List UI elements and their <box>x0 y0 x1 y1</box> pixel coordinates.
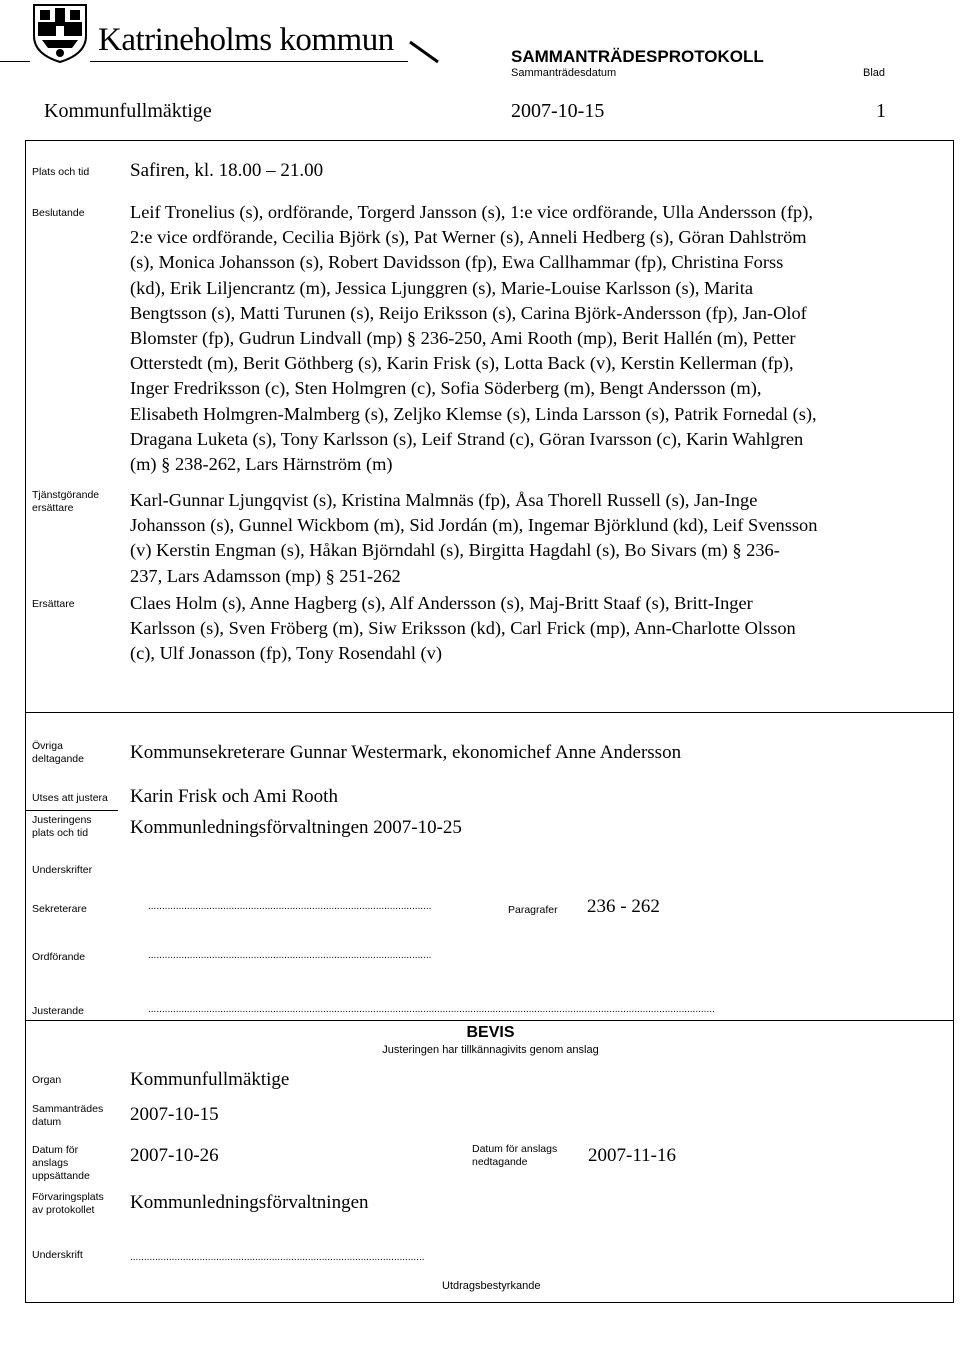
place-time-label: Plats och tid <box>32 166 90 178</box>
decision-line: Inger Fredriksson (c), Sten Holmgren (c), Sofia Söderberg (m), Bengt Andersson (m), <box>130 378 762 399</box>
meeting-date-label: Sammanträdesdatum <box>511 67 617 79</box>
decision-line: Blomster (fp), Gudrun Lindvall (mp) § 236-250, Ami Rooth (mp), Berit Hallén (m), Petter <box>130 328 796 349</box>
paragraphs-value: 236 - 262 <box>587 896 660 917</box>
serving-substitute-line: (v) Kerstin Engman (s), Håkan Björndahl (s), Birgitta Hagdahl (s), Bo Sivars (m) § 236- <box>130 540 780 561</box>
decision-line: Dragana Luketa (s), Tony Karlsson (s), Leif Strand (c), Göran Ivarsson (c), Karin Wahlgren <box>130 428 804 449</box>
certificate-signature-label: Underskrift <box>32 1249 83 1261</box>
decision-makers-list <box>130 200 952 477</box>
header-rule-right <box>90 61 408 62</box>
municipal-coat-of-arms <box>30 2 90 64</box>
substitute-line: (c), Ulf Jonasson (fp), Tony Rosendahl (v) <box>130 643 442 664</box>
adjuster-sign-label: Justerande <box>32 1005 84 1017</box>
certifier-label: Utdragsbestyrkande <box>442 1280 541 1292</box>
secretary-signature-line: ...................................................................................................... <box>148 901 432 912</box>
substitutes-label: Ersättare <box>32 598 75 610</box>
certificate-signature-line: .......................................................................................................... <box>130 1252 425 1263</box>
certificate-subtitle: Justeringen har tillkännagivits genom anslag <box>382 1044 599 1056</box>
adjusters-value: Karin Frisk och Ami Rooth <box>130 786 338 807</box>
serving-substitutes-list <box>130 488 952 589</box>
signatures-label: Underskrifter <box>32 864 93 876</box>
place-time-value: Safiren, kl. 18.00 – 21.00 <box>130 160 324 181</box>
adjuster-signature-line: ............................................................................................................................................................................................................ <box>148 1004 715 1015</box>
substitute-line: Claes Holm (s), Anne Hagberg (s), Alf Andersson (s), Maj-Britt Staaf (s), Britt-Inger <box>130 593 753 613</box>
decision-line: 2:e vice ordförande, Cecilia Björk (s), Pat Werner (s), Anneli Hedberg (s), Göran Dahlström <box>130 227 807 248</box>
chair-label: Ordförande <box>32 951 86 963</box>
decision-line: Leif Tronelius (s), ordförande, Torgerd Jansson (s), 1:e vice ordförande, Ulla Andersson (fp), <box>130 202 813 222</box>
removed-date-label: Datum för anslags nedtagande <box>472 1143 558 1168</box>
substitute-line: Karlsson (s), Sven Fröberg (m), Siw Eriksson (kd), Carl Frick (mp), Ann-Charlotte Olsson <box>130 618 796 639</box>
meeting-date-cert-value: 2007-10-15 <box>130 1104 219 1125</box>
municipality-name: Katrineholms kommun <box>98 22 394 58</box>
other-participants-value: Kommunsekreterare Gunnar Westermark, ekonomichef Anne Andersson <box>130 742 682 763</box>
decision-line: (s), Monica Johansson (s), Robert Davidsson (fp), Ewa Callhammar (fp), Christina Forss <box>130 252 784 273</box>
organ-value: Kommunfullmäktige <box>130 1069 290 1090</box>
serving-substitute-line: Johansson (s), Gunnel Wickbom (m), Sid Jordán (m), Ingemar Björklund (kd), Leif Svensson <box>130 515 818 536</box>
decision-line: (kd), Erik Liljencrantz (m), Jessica Ljunggren (s), Marie-Louise Karlsson (s), Marita <box>130 277 754 298</box>
organ-label: Organ <box>32 1074 62 1086</box>
secretary-label: Sekreterare <box>32 903 87 915</box>
section-divider <box>25 712 954 713</box>
substitutes-list <box>130 591 952 667</box>
header-rule-left <box>0 61 30 62</box>
posted-date-value: 2007-10-26 <box>130 1145 219 1166</box>
adjust-place-value: Kommunledningsförvaltningen 2007-10-25 <box>130 817 462 838</box>
adjusters-rule <box>25 810 118 811</box>
decision-makers-label: Beslutande <box>32 207 85 219</box>
decision-line: Otterstedt (m), Berit Göthberg (s), Karin Frisk (s), Lotta Back (v), Kerstin Kellerman (fp), <box>130 353 794 374</box>
document-type: SAMMANTRÄDESPROTOKOLL <box>511 47 764 66</box>
chair-signature-line: ...................................................................................................... <box>148 950 432 961</box>
certificate-divider <box>25 1020 954 1021</box>
adjusters-label: Utses att justera <box>32 792 108 804</box>
certificate-title: BEVIS <box>466 1024 515 1041</box>
paragraphs-label: Paragrafer <box>508 904 558 916</box>
page-label: Blad <box>863 67 886 79</box>
posted-date-label: Datum för anslags uppsättande <box>32 1144 90 1182</box>
serving-substitute-line: Karl-Gunnar Ljungqvist (s), Kristina Malmnäs (fp), Åsa Thorell Russell (s), Jan-Inge <box>130 490 758 510</box>
meeting-body: Kommunfullmäktige <box>44 100 212 122</box>
decision-line: (m) § 238-262, Lars Härnström (m) <box>130 454 393 475</box>
adjust-place-label: Justeringens plats och tid <box>32 814 92 839</box>
other-participants-label: Övriga deltagande <box>32 740 84 765</box>
storage-label: Förvaringsplats av protokollet <box>32 1191 104 1216</box>
header-slash <box>408 40 440 69</box>
serving-substitutes-label: Tjänstgörande ersättare <box>32 489 100 514</box>
page-number: 1 <box>876 100 886 122</box>
removed-date-value: 2007-11-16 <box>588 1145 676 1166</box>
serving-substitute-line: 237, Lars Adamsson (mp) § 251-262 <box>130 565 401 586</box>
decision-line: Bengtsson (s), Matti Turunen (s), Reijo Eriksson (s), Carina Björk-Andersson (fp), Jan-Olof <box>130 302 807 323</box>
decision-line: Elisabeth Holmgren-Malmberg (s), Zeljko Klemse (s), Linda Larsson (s), Patrik Fornedal (s), <box>130 403 817 424</box>
storage-value: Kommunledningsförvaltningen <box>130 1192 369 1213</box>
meeting-date-cert-label: Sammanträdes datum <box>32 1103 104 1128</box>
meeting-date: 2007-10-15 <box>511 100 605 122</box>
